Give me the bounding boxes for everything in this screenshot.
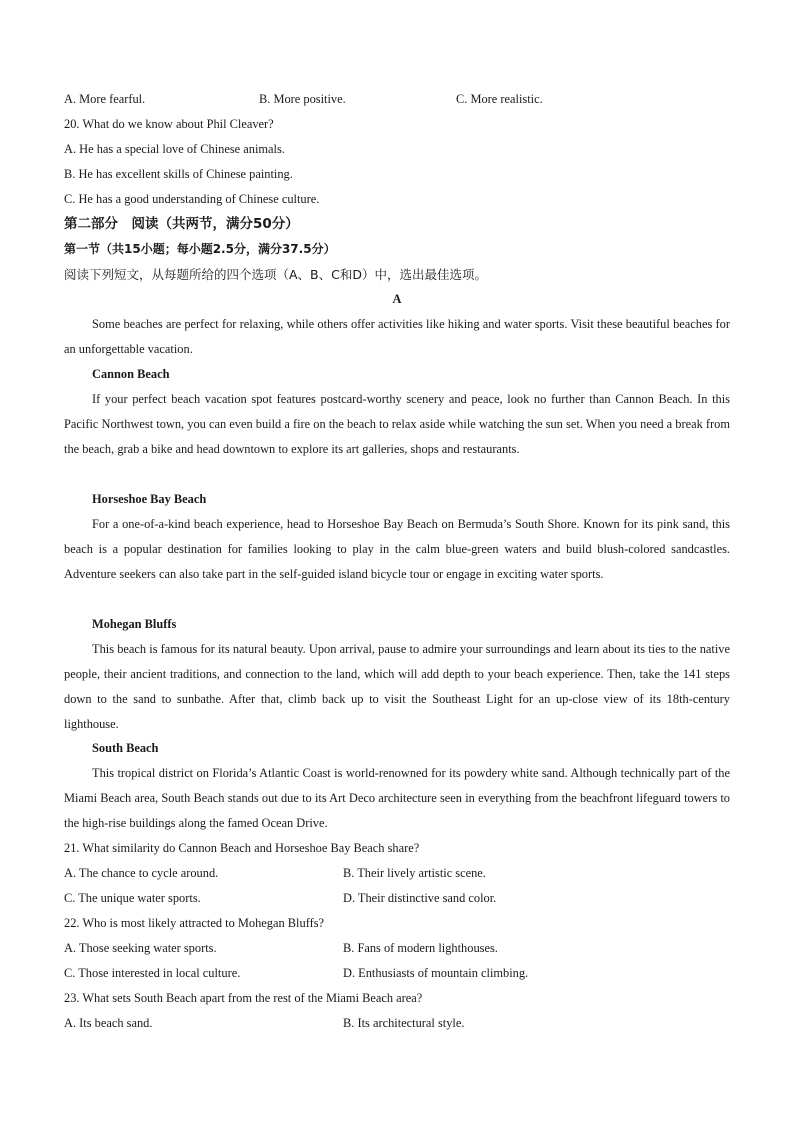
q21-option-a: A. The chance to cycle around. (64, 866, 219, 880)
q19-option-c: C. More realistic. (456, 92, 543, 106)
reading-instruction: 阅读下列短文，从每题所给的四个选项（A、B、C和D）中，选出最佳选项。 (64, 267, 487, 282)
q22-option-a: A. Those seeking water sports. (64, 941, 217, 955)
q19-option-a: A. More fearful. (64, 92, 146, 106)
q22-stem: 22. Who is most likely attracted to Mohegan Bluffs? (64, 916, 325, 930)
q21-option-b: B. Their lively artistic scene. (343, 866, 486, 880)
q23-option-a: A. Its beach sand. (64, 1016, 153, 1030)
q21-option-d: D. Their distinctive sand color. (343, 891, 497, 905)
q21-stem: 21. What similarity do Cannon Beach and Horseshoe Bay Beach share? (64, 841, 420, 855)
section-text-south-beach: This tropical district on Florida’s Atlantic Coast is world-renowned for its powdery white sand. Although technically part of the Miami Beach area, South Beach stands out due to its Art Deco architecture seen in everything from the beachfront lifeguard towers to the high-rise buildings along the famed Ocean Drive. (64, 766, 730, 830)
q22-option-d: D. Enthusiasts of mountain climbing. (343, 966, 529, 980)
q23-stem: 23. What sets South Beach apart from the rest of the Miami Beach area? (64, 991, 423, 1005)
q20-stem: 20. What do we know about Phil Cleaver? (64, 117, 274, 131)
section-title-south-beach: South Beach (92, 741, 159, 755)
q22-option-b: B. Fans of modern lighthouses. (343, 941, 498, 955)
section-text-horseshoe-bay: For a one-of-a-kind beach experience, head to Horseshoe Bay Beach on Bermuda’s South Shore. Known for its pink sand, this beach is a popular destination for families looking to play in the calm blue-green waters and build blush-colored sandcastles. Adventure seekers can also take part in the self-guided island bicycle tour or engage in exciting water sports. (64, 517, 730, 581)
section-text-cannon-beach: If your perfect beach vacation spot features postcard-worthy scenery and peace, look no further than Cannon Beach. In this Pacific Northwest town, you can even build a fire on the beach to relax aside while watching the sun set. When you need a break from the beach, grab a bike and head downtown to explore its art galleries, shops and restaurants. (64, 392, 730, 456)
q23-option-b: B. Its architectural style. (343, 1016, 465, 1030)
section-title-mohegan-bluffs: Mohegan Bluffs (92, 617, 177, 631)
section1-title: 第一节（共15小题；每小题2.5分，满分37.5分） (64, 242, 336, 256)
part2-title: 第二部分 阅读（共两节，满分50分） (64, 216, 299, 232)
q20-option-c: C. He has a good understanding of Chinese culture. (64, 192, 320, 206)
q22-option-c: C. Those interested in local culture. (64, 966, 241, 980)
passage-intro: Some beaches are perfect for relaxing, while others offer activities like hiking and water sports. Visit these beautiful beaches for an unforgettable vacation. (64, 317, 730, 356)
q19-option-b: B. More positive. (259, 92, 346, 106)
passage-letter: A (392, 292, 402, 306)
section-text-mohegan-bluffs: This beach is famous for its natural beauty. Upon arrival, pause to admire your surroundings and learn about its ties to the native people, their ancient traditions, and connection to the land, which will add depth to your beach experience. Then, take the 141 steps down to the sand to sunbathe. After that, climb back up to visit the Southeast Light for an up-close view of its 18th-century lighthouse. (64, 642, 730, 731)
section-title-cannon-beach: Cannon Beach (92, 367, 170, 381)
q20-option-a: A. He has a special love of Chinese animals. (64, 142, 285, 156)
q21-option-c: C. The unique water sports. (64, 891, 201, 905)
section-title-horseshoe-bay: Horseshoe Bay Beach (92, 492, 207, 506)
q20-option-b: B. He has excellent skills of Chinese painting. (64, 167, 293, 181)
